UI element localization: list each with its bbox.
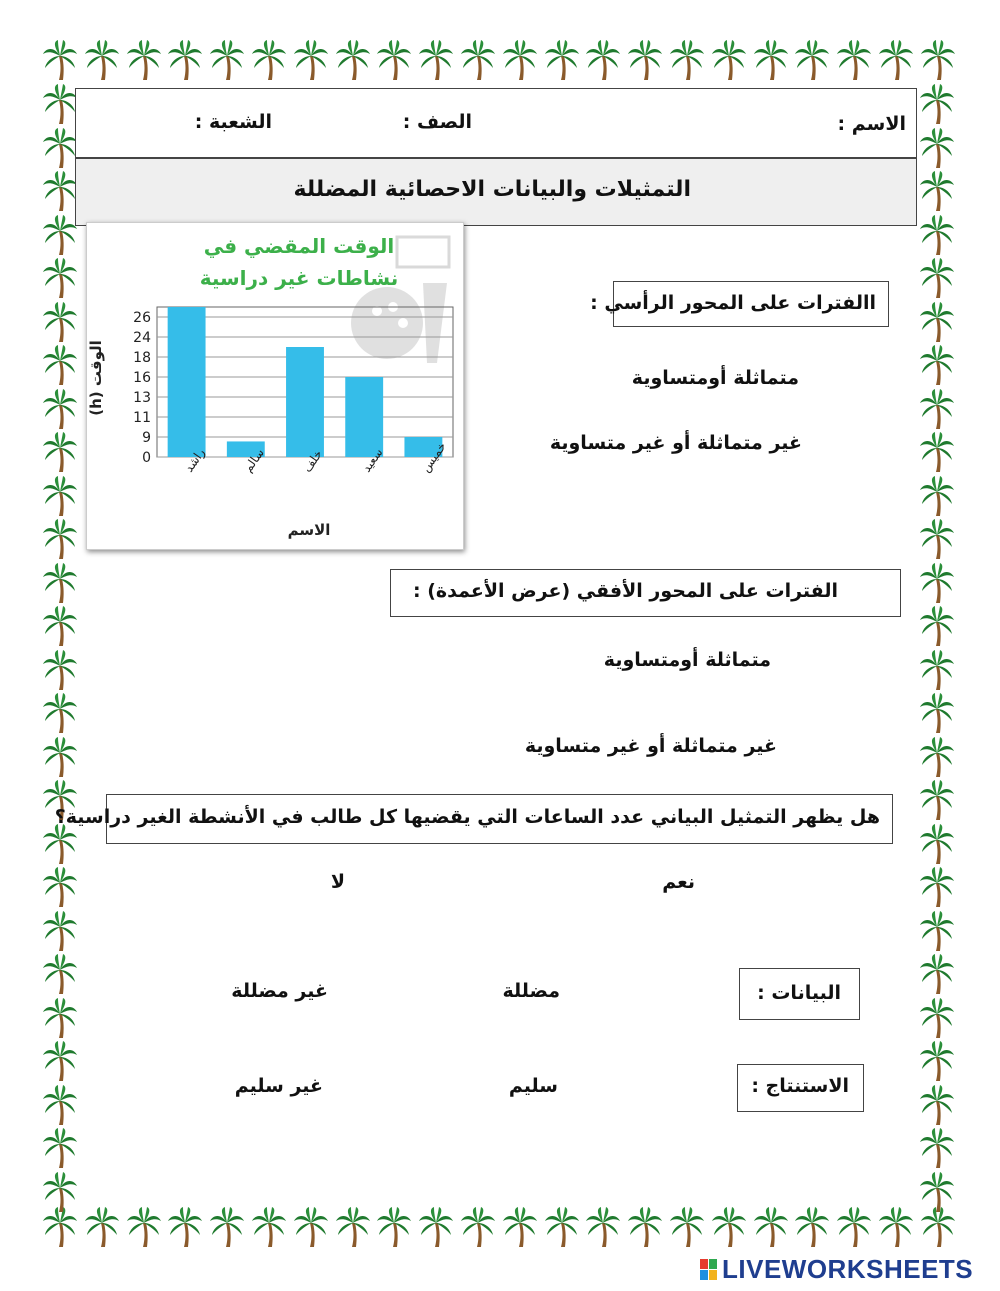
q3-question-box xyxy=(54,794,893,844)
palm-tree-icon xyxy=(42,1172,78,1212)
palm-tree-icon xyxy=(919,215,955,255)
q1-label-box xyxy=(590,281,889,327)
palm-tree-icon xyxy=(167,1207,203,1247)
palm-tree-icon xyxy=(919,867,955,907)
palm-tree-icon xyxy=(42,1128,78,1168)
palm-tree-icon xyxy=(836,1207,872,1247)
palm-tree-icon xyxy=(376,40,412,80)
palm-tree-icon xyxy=(126,40,162,80)
palm-tree-icon xyxy=(126,1207,162,1247)
palm-tree-icon xyxy=(42,345,78,385)
q4-option-not-misleading[interactable]: غير مضللة xyxy=(231,980,328,1002)
palm-tree-icon xyxy=(919,998,955,1038)
palm-tree-icon xyxy=(42,867,78,907)
palm-tree-icon xyxy=(42,563,78,603)
palm-tree-icon xyxy=(42,954,78,994)
palm-tree-icon xyxy=(42,258,78,298)
chart-title-line-2: نشاطات غير دراسية xyxy=(199,266,399,290)
palm-tree-icon xyxy=(711,40,747,80)
q1-option-unequal[interactable]: غير متماثلة أو غير متساوية xyxy=(549,432,802,454)
palm-tree-icon xyxy=(251,40,287,80)
palm-tree-icon xyxy=(585,40,621,80)
palm-tree-icon xyxy=(376,1207,412,1247)
palm-tree-icon xyxy=(251,1207,287,1247)
palm-tree-icon xyxy=(42,519,78,559)
q2-option-equal[interactable]: متماثلة أومتساوية xyxy=(603,649,771,671)
palm-tree-icon xyxy=(42,998,78,1038)
palm-tree-icon xyxy=(919,1041,955,1081)
palm-tree-icon xyxy=(335,40,371,80)
q4-label-box xyxy=(739,968,860,1020)
palm-tree-icon xyxy=(627,40,663,80)
palm-tree-icon xyxy=(84,1207,120,1247)
y-tick-label: 26 xyxy=(133,310,151,326)
palm-tree-icon xyxy=(42,824,78,864)
palm-tree-icon xyxy=(460,1207,496,1247)
x-tick-label: سعيد xyxy=(359,445,386,475)
palm-tree-icon xyxy=(585,1207,621,1247)
student-info-header xyxy=(75,88,917,158)
q1-label: االفترات على المحور الرأسي : xyxy=(590,292,876,314)
q4-option-misleading[interactable]: مضللة xyxy=(502,980,560,1002)
grade-label: الصف : xyxy=(402,111,472,133)
page-title: التمثيلات والبيانات الاحصائية المضللة xyxy=(293,177,691,202)
palm-tree-icon xyxy=(919,737,955,777)
palm-tree-icon xyxy=(669,1207,705,1247)
palm-tree-icon xyxy=(919,650,955,690)
palm-tree-icon xyxy=(919,954,955,994)
bar-chart-image xyxy=(86,222,464,550)
palm-tree-icon xyxy=(502,1207,538,1247)
palm-tree-icon xyxy=(42,606,78,646)
q2-option-unequal[interactable]: غير متماثلة أو غير متساوية xyxy=(524,735,777,757)
bar-4 xyxy=(345,377,383,457)
palm-tree-icon xyxy=(42,476,78,516)
bar-3 xyxy=(286,347,324,457)
q3-option-no[interactable]: لا xyxy=(330,871,345,893)
palm-tree-icon xyxy=(42,432,78,472)
palm-tree-icon xyxy=(627,1207,663,1247)
palm-tree-icon xyxy=(42,737,78,777)
x-tick-label: راشد xyxy=(181,445,208,475)
palm-tree-icon xyxy=(42,302,78,342)
q5-option-invalid[interactable]: غير سليم xyxy=(234,1075,323,1097)
palm-tree-icon xyxy=(919,345,955,385)
palm-tree-icon xyxy=(919,258,955,298)
palm-tree-icon xyxy=(502,40,538,80)
palm-tree-icon xyxy=(919,824,955,864)
palm-tree-icon xyxy=(920,40,956,80)
chart-title-line-1: الوقت المقضي في xyxy=(203,234,395,258)
q5-label-box xyxy=(737,1064,864,1112)
liveworksheets-brand[interactable]: LIVEWORKSHEETS xyxy=(722,1254,974,1284)
palm-tree-icon xyxy=(753,1207,789,1247)
palm-tree-icon xyxy=(42,215,78,255)
palm-tree-icon xyxy=(335,1207,371,1247)
palm-tree-icon xyxy=(919,389,955,429)
y-axis-label: الوقت (h) xyxy=(87,340,105,416)
palm-tree-icon xyxy=(209,40,245,80)
y-tick-label: 24 xyxy=(133,330,151,346)
palm-tree-icon xyxy=(42,693,78,733)
x-tick-label: سالم xyxy=(240,445,267,475)
q3-question: هل يظهر التمثيل البياني عدد الساعات التي يقضيها كل طالب في الأنشطة الغير دراسية؟ xyxy=(54,806,880,828)
bar-chart xyxy=(87,223,463,549)
palm-tree-icon xyxy=(919,911,955,951)
q5-option-valid[interactable]: سليم xyxy=(508,1075,558,1097)
palm-tree-icon xyxy=(919,171,955,211)
palm-tree-icon xyxy=(919,519,955,559)
y-tick-label: 16 xyxy=(133,370,151,386)
q5-label: الاستنتاج : xyxy=(751,1075,849,1097)
palm-tree-icon xyxy=(919,1172,955,1212)
palm-tree-icon xyxy=(42,650,78,690)
y-tick-label: 0 xyxy=(142,450,151,466)
palm-tree-icon xyxy=(919,780,955,820)
palm-tree-icon xyxy=(878,40,914,80)
q2-label-box xyxy=(390,569,901,617)
palm-tree-icon xyxy=(919,1085,955,1125)
q1-option-equal[interactable]: متماثلة أومتساوية xyxy=(631,367,799,389)
palm-tree-icon xyxy=(42,911,78,951)
palm-tree-icon xyxy=(919,476,955,516)
palm-tree-icon xyxy=(794,1207,830,1247)
palm-tree-icon xyxy=(753,40,789,80)
palm-tree-icon xyxy=(544,40,580,80)
palm-tree-icon xyxy=(42,1207,78,1247)
worksheet-title-bar xyxy=(75,158,917,226)
palm-tree-icon xyxy=(293,1207,329,1247)
palm-tree-icon xyxy=(919,84,955,124)
palm-tree-icon xyxy=(84,40,120,80)
palm-tree-icon xyxy=(919,1128,955,1168)
x-tick-label: خلف xyxy=(299,447,326,475)
palm-tree-icon xyxy=(42,84,78,124)
palm-tree-icon xyxy=(878,1207,914,1247)
bar-1 xyxy=(168,307,206,457)
palm-tree-icon xyxy=(209,1207,245,1247)
palm-tree-icon xyxy=(460,40,496,80)
q3-option-yes[interactable]: نعم xyxy=(662,871,695,893)
y-tick-label: 13 xyxy=(133,390,151,406)
palm-tree-icon xyxy=(293,40,329,80)
palm-tree-icon xyxy=(42,128,78,168)
x-tick-label: خميس xyxy=(418,439,449,475)
section-label: الشعبة : xyxy=(194,111,272,133)
palm-tree-icon xyxy=(42,171,78,211)
palm-tree-icon xyxy=(919,432,955,472)
palm-tree-icon xyxy=(42,1041,78,1081)
palm-tree-icon xyxy=(919,606,955,646)
name-label: الاسم : xyxy=(837,113,906,135)
y-tick-label: 9 xyxy=(142,430,151,446)
palm-tree-icon xyxy=(919,693,955,733)
x-axis-label: الاسم xyxy=(287,521,331,539)
palm-tree-icon xyxy=(836,40,872,80)
palm-tree-icon xyxy=(42,40,78,80)
palm-tree-icon xyxy=(418,1207,454,1247)
palm-tree-icon xyxy=(42,389,78,429)
q2-label: الفترات على المحور الأفقي (عرض الأعمدة) : xyxy=(413,580,838,602)
palm-tree-icon xyxy=(167,40,203,80)
palm-tree-icon xyxy=(920,1207,956,1247)
palm-tree-icon xyxy=(42,1085,78,1125)
palm-tree-icon xyxy=(919,563,955,603)
palm-tree-icon xyxy=(544,1207,580,1247)
liveworksheets-logo-icon xyxy=(700,1259,718,1281)
palm-tree-icon xyxy=(794,40,830,80)
palm-tree-icon xyxy=(919,128,955,168)
palm-tree-icon xyxy=(711,1207,747,1247)
palm-tree-icon xyxy=(919,302,955,342)
palm-tree-icon xyxy=(418,40,454,80)
palm-tree-icon xyxy=(669,40,705,80)
y-tick-label: 18 xyxy=(133,350,151,366)
y-tick-label: 11 xyxy=(133,410,151,426)
q4-label: البيانات : xyxy=(757,982,841,1004)
